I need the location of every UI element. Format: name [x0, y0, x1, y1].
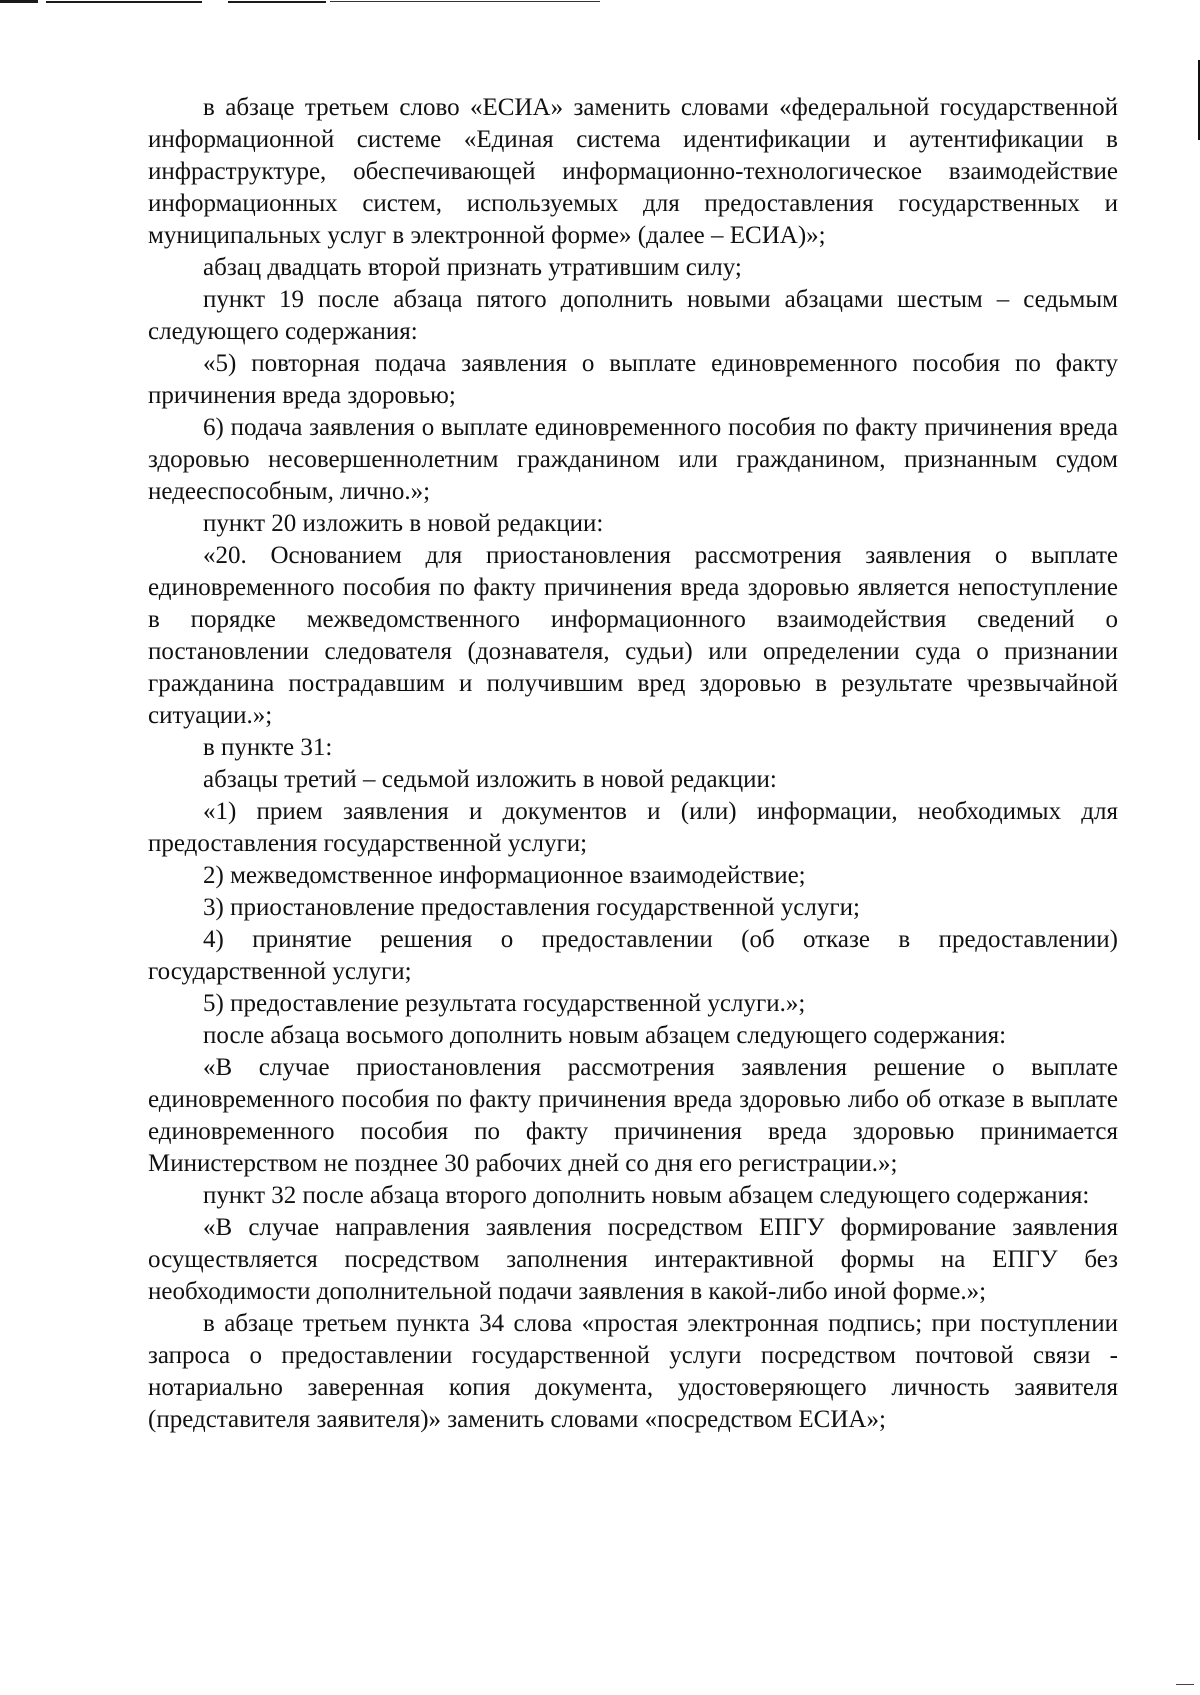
- paragraph: в абзаце третьем слово «ЕСИА» заменить словами «федеральной государственной информационной системе «Единая система идентификации и аутентификации в инфраструктуре, обеспечивающей информационно-технологическое взаимодействие информационных систем, используемых для предоставления государственных и муниципальных услуг в электронной форме» (далее – ЕСИА)»;: [148, 94, 1118, 249]
- scan-artifact-line: [0, 0, 38, 3]
- document-body: [148, 92, 1118, 1436]
- scan-artifact-line: [330, 1, 600, 2]
- paragraph: «В случае направления заявления посредством ЕПГУ формирование заявления осуществляется посредством заполнения интерактивной формы на ЕПГУ без необходимости дополнительной подачи заявления в какой-либо иной форме.»;: [148, 1214, 1118, 1305]
- paragraph: пункт 19 после абзаца пятого дополнить новыми абзацами шестым – седьмым следующего содержания:: [148, 286, 1118, 345]
- paragraph: абзацы третий – седьмой изложить в новой редакции:: [203, 766, 777, 793]
- paragraph: 4) принятие решения о предоставлении (об отказе в предоставлении) государственной услуги;: [148, 926, 1118, 985]
- paragraph: 6) подача заявления о выплате единовременного пособия по факту причинения вреда здоровью несовершеннолетним гражданином или гражданином, признанным судом недееспособным, лично.»;: [148, 414, 1118, 505]
- paragraph: «20. Основанием для приостановления рассмотрения заявления о выплате единовременного пособия по факту причинения вреда здоровью является непоступление в порядке межведомственного информационного взаимодействия сведений о постановлении следователя (дознавателя, судьи) или определении суда о признании гражданина пострадавшим и получившим вред здоровью в результате чрезвычайной ситуации.»;: [148, 542, 1118, 729]
- paragraph: пункт 32 после абзаца второго дополнить новым абзацем следующего содержания:: [203, 1182, 1090, 1209]
- scan-artifact-line: [46, 1, 202, 3]
- paragraph: 2) межведомственное информационное взаимодействие;: [203, 862, 806, 889]
- paragraph: в абзаце третьем пункта 34 слова «простая электронная подпись; при поступлении запроса о предоставлении государственной услуги посредством почтовой связи - нотариально заверенная копия документа, удостоверяющего личность заявителя (представителя заявителя)» заменить словами «посредством ЕСИА»;: [148, 1310, 1118, 1433]
- paragraph: «1) прием заявления и документов и (или) информации, необходимых для предоставления государственной услуги;: [148, 798, 1118, 857]
- paragraph: 3) приостановление предоставления государственной услуги;: [203, 894, 860, 921]
- paragraph: абзац двадцать второй признать утратившим силу;: [203, 254, 742, 281]
- paragraph: после абзаца восьмого дополнить новым абзацем следующего содержания:: [203, 1022, 1007, 1049]
- paragraph: пункт 20 изложить в новой редакции:: [203, 510, 604, 537]
- paragraph: 5) предоставление результата государственной услуги.»;: [203, 990, 806, 1017]
- paragraph: «5) повторная подача заявления о выплате единовременного пособия по факту причинения вреда здоровью;: [148, 350, 1118, 409]
- paragraph: «В случае приостановления рассмотрения заявления решение о выплате единовременного пособия по факту причинения вреда здоровью либо об отказе в выплате единовременного пособия по факту причинения вреда здоровью принимается Министерством не позднее 30 рабочих дней со дня его регистрации.»;: [148, 1054, 1118, 1177]
- paragraph: в пункте 31:: [203, 734, 333, 761]
- scan-artifact-line: [228, 1, 326, 3]
- scan-corner-mark: [1176, 1684, 1194, 1689]
